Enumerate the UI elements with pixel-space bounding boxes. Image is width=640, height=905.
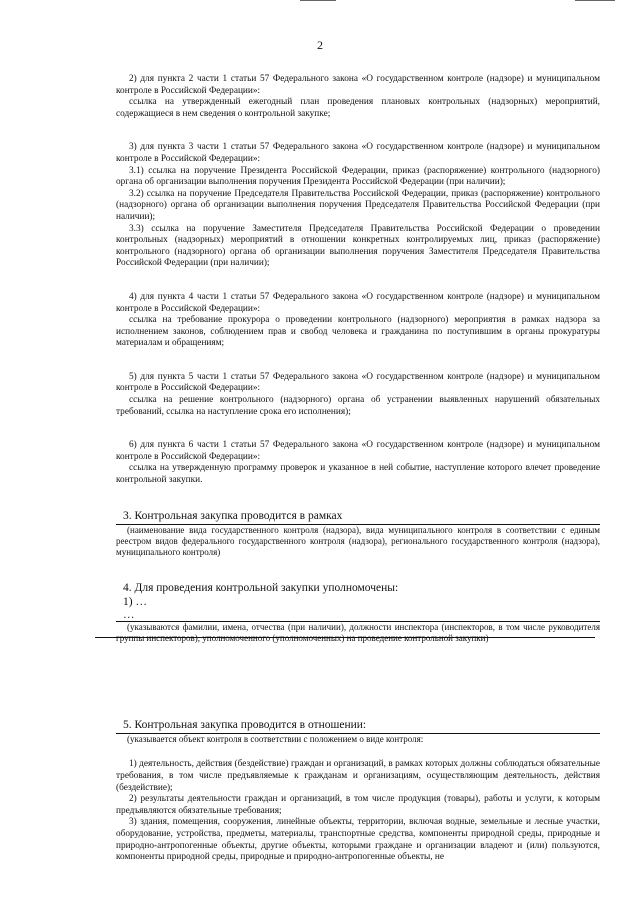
- paragraph-p3-2: 3.2) ссылка на поручение Председателя Правительства Российской Федерации, приказ (распоряжение) контрольного (надзорного) органа об организации выполнения поручения Председателя Правительства Российской Федерации (при наличии);: [116, 188, 600, 222]
- section-4-heading: 4. Для проведения контрольной закупки уполномочены:: [123, 581, 399, 594]
- section-4-caption: (указываются фамилии, имена, отчества (при наличии), должности инспектора (инспекторов, в том числе руководителя группы инспекторов), уполномоченного (уполномоченных) на проведение контрольной закупки): [116, 621, 600, 643]
- paragraph-p5-intro: 5) для пункта 5 части 1 статьи 57 Федерального закона «О государственном контроле (надзоре) и муниципальном контроле в Российской Федерации»:: [116, 371, 600, 394]
- section-5-caption: (указывается объект контроля в соответствии с положением о виде контроля:: [127, 734, 424, 745]
- document-body: [116, 74, 600, 864]
- section-3-caption: (наименование вида государственного контроля (надзора), вида муниципального контроля в соответствии с единым реестром видов федерального государственного контроля (надзора), регионального государственного контроля (надзора), муниципального контроля): [116, 524, 600, 558]
- scan-edge-mark-left: [300, 0, 336, 1]
- paragraph-p3-1: 3.1) ссылка на поручение Президента Российской Федерации, приказ (распоряжение) контрольного (надзорного) органа об организации выполнения поручения Президента Российской Федерации (при наличии);: [116, 165, 600, 188]
- paragraph-s5-2: 2) результаты деятельности граждан и организаций, в том числе продукция (товары), работы и услуги, к которым предъявляются обязательные требования;: [116, 794, 600, 816]
- scan-edge-mark-right: [575, 0, 615, 1]
- paragraph-p6-intro: 6) для пункта 6 части 1 статьи 57 Федерального закона «О государственном контроле (надзоре) и муниципальном контроле в Российской Федерации»:: [116, 440, 600, 462]
- section-3-heading: 3. Контрольная закупка проводится в рамках: [116, 509, 600, 525]
- page-number: 2: [317, 38, 323, 52]
- paragraph-p4-text: ссылка на требование прокурора о проведении контрольного (надзорного) мероприятия в рамках надзора за исполнением законов, соблюдением прав и свобод человека и гражданина по поступившим в органы прокуратуры материалам и обращениям;: [116, 315, 600, 349]
- paragraph-s5-3: 3) здания, помещения, сооружения, линейные объекты, территории, включая водные, земельные и лесные участки, оборудование, устройства, предметы, материалы, транспортные средства, компоненты природной среды, природные и природно-антропогенные объекты, другие объекты, которыми граждане и организации владеют и (или) пользуются, компоненты природной среды, природные и природно-антропогенные объекты, не: [116, 817, 600, 863]
- paragraph-p3-3: 3.3) ссылка на поручение Заместителя Председателя Правительства Российской Федерации о проведении контрольных (надзорных) мероприятий в отношении конкретных контролируемых лиц, приказ (распоряжение) контрольного (надзорного) органа об организации выполнения поручения Заместителя Председателя Правительства Российской Федерации (при наличии);: [116, 223, 600, 269]
- paragraph-p5-text: ссылка на решение контрольного (надзорного) органа об устранении выявленных нарушений обязательных требований, ссылка на наступление срока его исполнения);: [116, 395, 600, 417]
- section-4-item-1: 1) …: [123, 595, 147, 608]
- section-4-dots: …: [116, 609, 600, 622]
- paragraph-p3-intro: 3) для пункта 3 части 1 статьи 57 Федерального закона «О государственном контроле (надзоре) и муниципальном контроле в Российской Федерации»:: [116, 142, 600, 164]
- paragraph-p2-text: ссылка на утвержденный ежегодный план проведения плановых контрольных (надзорных) мероприятий, содержащиеся в нем сведения о контрольной закупке;: [116, 97, 600, 119]
- section-5-heading: 5. Контрольная закупка проводится в отношении:: [116, 718, 600, 734]
- paragraph-p4-intro: 4) для пункта 4 части 1 статьи 57 Федерального закона «О государственном контроле (надзоре) и муниципальном контроле в Российской Федерации»:: [116, 291, 600, 314]
- paragraph-p6-text: ссылка на утвержденную программу проверок и указанное в ней событие, наступление которого влечет проведение контрольной закупки.: [116, 463, 600, 486]
- paragraph-p2-intro: 2) для пункта 2 части 1 статьи 57 Федерального закона «О государственном контроле (надзоре) и муниципальном контроле в Российской Федерации»:: [116, 74, 600, 96]
- blank-fill-line: [95, 637, 595, 638]
- paragraph-s5-1: 1) деятельность, действия (бездействие) граждан и организаций, в рамках которых должны соблюдаться обязательные требования, в том числе предъявляемые к гражданам и организациям, осуществляющим деятельность, действия (бездействие);: [116, 759, 600, 793]
